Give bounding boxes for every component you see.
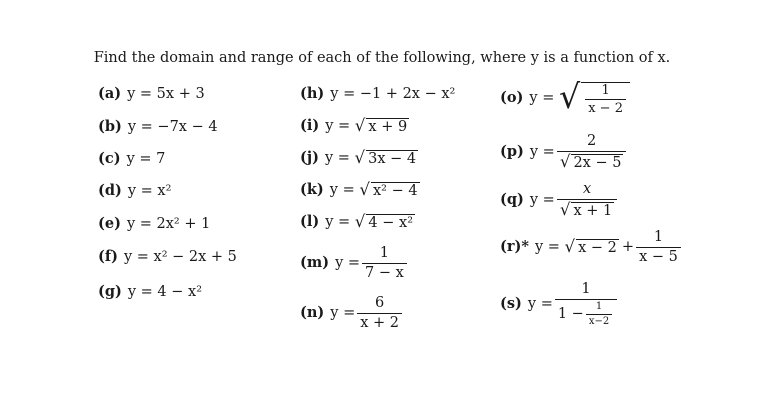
problem-e	[98, 217, 210, 232]
problem-label: (l)	[300, 213, 320, 231]
radicand: x + 1	[573, 202, 613, 219]
problem-g	[98, 285, 202, 300]
problem-d	[98, 184, 171, 199]
denominator	[555, 299, 617, 327]
fraction	[357, 296, 402, 330]
sqrt: √ 3x − 4	[354, 148, 417, 167]
sqrt: √ x + 9	[354, 116, 408, 135]
problem-expression: y = 4 − x²	[127, 284, 203, 300]
problem-label: (i)	[300, 117, 320, 135]
lhs: y =	[325, 118, 351, 135]
problem-label: (r)*	[500, 237, 529, 255]
radicand: 3x − 4	[368, 151, 417, 167]
problem-label: (c)	[98, 150, 121, 167]
problem-a	[98, 87, 205, 102]
problem-c	[98, 152, 165, 167]
lhs: y =	[324, 150, 350, 167]
denominator	[557, 199, 617, 219]
problem-label: (q)	[500, 190, 524, 208]
fraction	[362, 246, 407, 280]
problem-k	[300, 182, 420, 199]
numerator: 2	[587, 133, 597, 149]
problem-n	[300, 296, 404, 330]
radicand: x + 9	[368, 119, 408, 135]
lhs: y =	[529, 143, 555, 160]
problem-label: (b)	[98, 118, 122, 135]
lhs: y =	[330, 304, 356, 321]
numerator: 1	[581, 281, 591, 297]
problem-expression: y = −1 + 2x − x²	[330, 86, 456, 102]
problem-o	[500, 77, 630, 116]
problem-label: (j)	[300, 149, 319, 167]
sqrt: √ x² − 4	[359, 180, 418, 199]
radicand: 4 − x²	[368, 215, 414, 231]
denominator: 7 − x	[362, 263, 407, 281]
problem-label: (g)	[98, 283, 122, 300]
problem-q	[500, 182, 619, 218]
sqrt: √ x − 2	[564, 236, 617, 256]
lhs: y =	[534, 238, 560, 255]
problem-label: (d)	[98, 182, 122, 199]
inner-denominator: x−2	[586, 314, 612, 327]
problem-label: (f)	[98, 248, 118, 265]
numerator: 1	[379, 245, 390, 261]
inner-fraction	[586, 302, 612, 327]
problem-expression: y = x² − 2x + 5	[123, 249, 237, 265]
fraction	[636, 230, 681, 264]
lhs: y =	[527, 296, 553, 312]
problem-expression: y = 2x² + 1	[126, 216, 211, 232]
fraction	[555, 282, 617, 327]
problem-label: (h)	[300, 85, 325, 102]
problem-j	[300, 150, 418, 167]
problem-i	[300, 118, 409, 135]
problem-label: (s)	[500, 295, 522, 312]
problem-expression: y = 5x + 3	[127, 86, 205, 102]
instruction-text: Find the domain and range of each of the following, where y is a function of x.	[93, 50, 671, 66]
radicand: x − 2	[578, 239, 617, 256]
problem-label: (k)	[300, 181, 324, 199]
problem-label: (m)	[300, 253, 330, 271]
problem-label: (p)	[500, 142, 524, 160]
fraction	[557, 182, 617, 218]
problem-label: (n)	[300, 303, 325, 321]
fraction	[585, 84, 626, 115]
denominator: x − 5	[636, 247, 681, 265]
sqrt: √ $\frac{1}{x - 2}$	[559, 82, 630, 115]
problem-s	[500, 282, 619, 327]
plus-sign: +	[621, 238, 635, 255]
problem-h	[300, 87, 455, 102]
problem-expression: y = −7x − 4	[127, 119, 218, 135]
problem-p	[500, 134, 628, 170]
sqrt: √ 4 − x²	[354, 212, 414, 231]
radicand: x² − 4	[372, 183, 418, 199]
lhs: y =	[335, 254, 361, 271]
numerator: 1	[601, 83, 610, 98]
fraction	[557, 134, 627, 170]
numerator: x	[582, 181, 592, 197]
denominator: x − 2	[585, 99, 626, 115]
denominator: x + 2	[357, 313, 402, 331]
lhs: y =	[529, 90, 555, 107]
numerator: 1	[653, 229, 664, 245]
radicand	[581, 82, 630, 115]
denominator	[557, 151, 627, 171]
radicand: 2x − 5	[573, 154, 622, 171]
problem-label: (e)	[98, 215, 121, 232]
problem-m	[300, 246, 409, 280]
sqrt: √ x + 1	[559, 199, 613, 219]
problem-b	[98, 120, 218, 135]
lhs: y =	[325, 214, 351, 231]
lhs: y =	[329, 182, 355, 199]
numerator: 6	[374, 295, 385, 311]
denominator-prefix: 1 −	[557, 305, 584, 322]
problem-label: (o)	[500, 89, 524, 107]
problem-label: (a)	[98, 85, 122, 102]
lhs: y =	[529, 191, 555, 208]
problem-r	[500, 230, 683, 264]
inner-numerator: 1	[595, 300, 603, 312]
problem-expression: y = x²	[127, 183, 172, 199]
problem-expression: y = 7	[126, 151, 166, 167]
sqrt: √ 2x − 5	[559, 151, 622, 171]
problem-l	[300, 214, 415, 231]
problem-f	[98, 250, 237, 265]
